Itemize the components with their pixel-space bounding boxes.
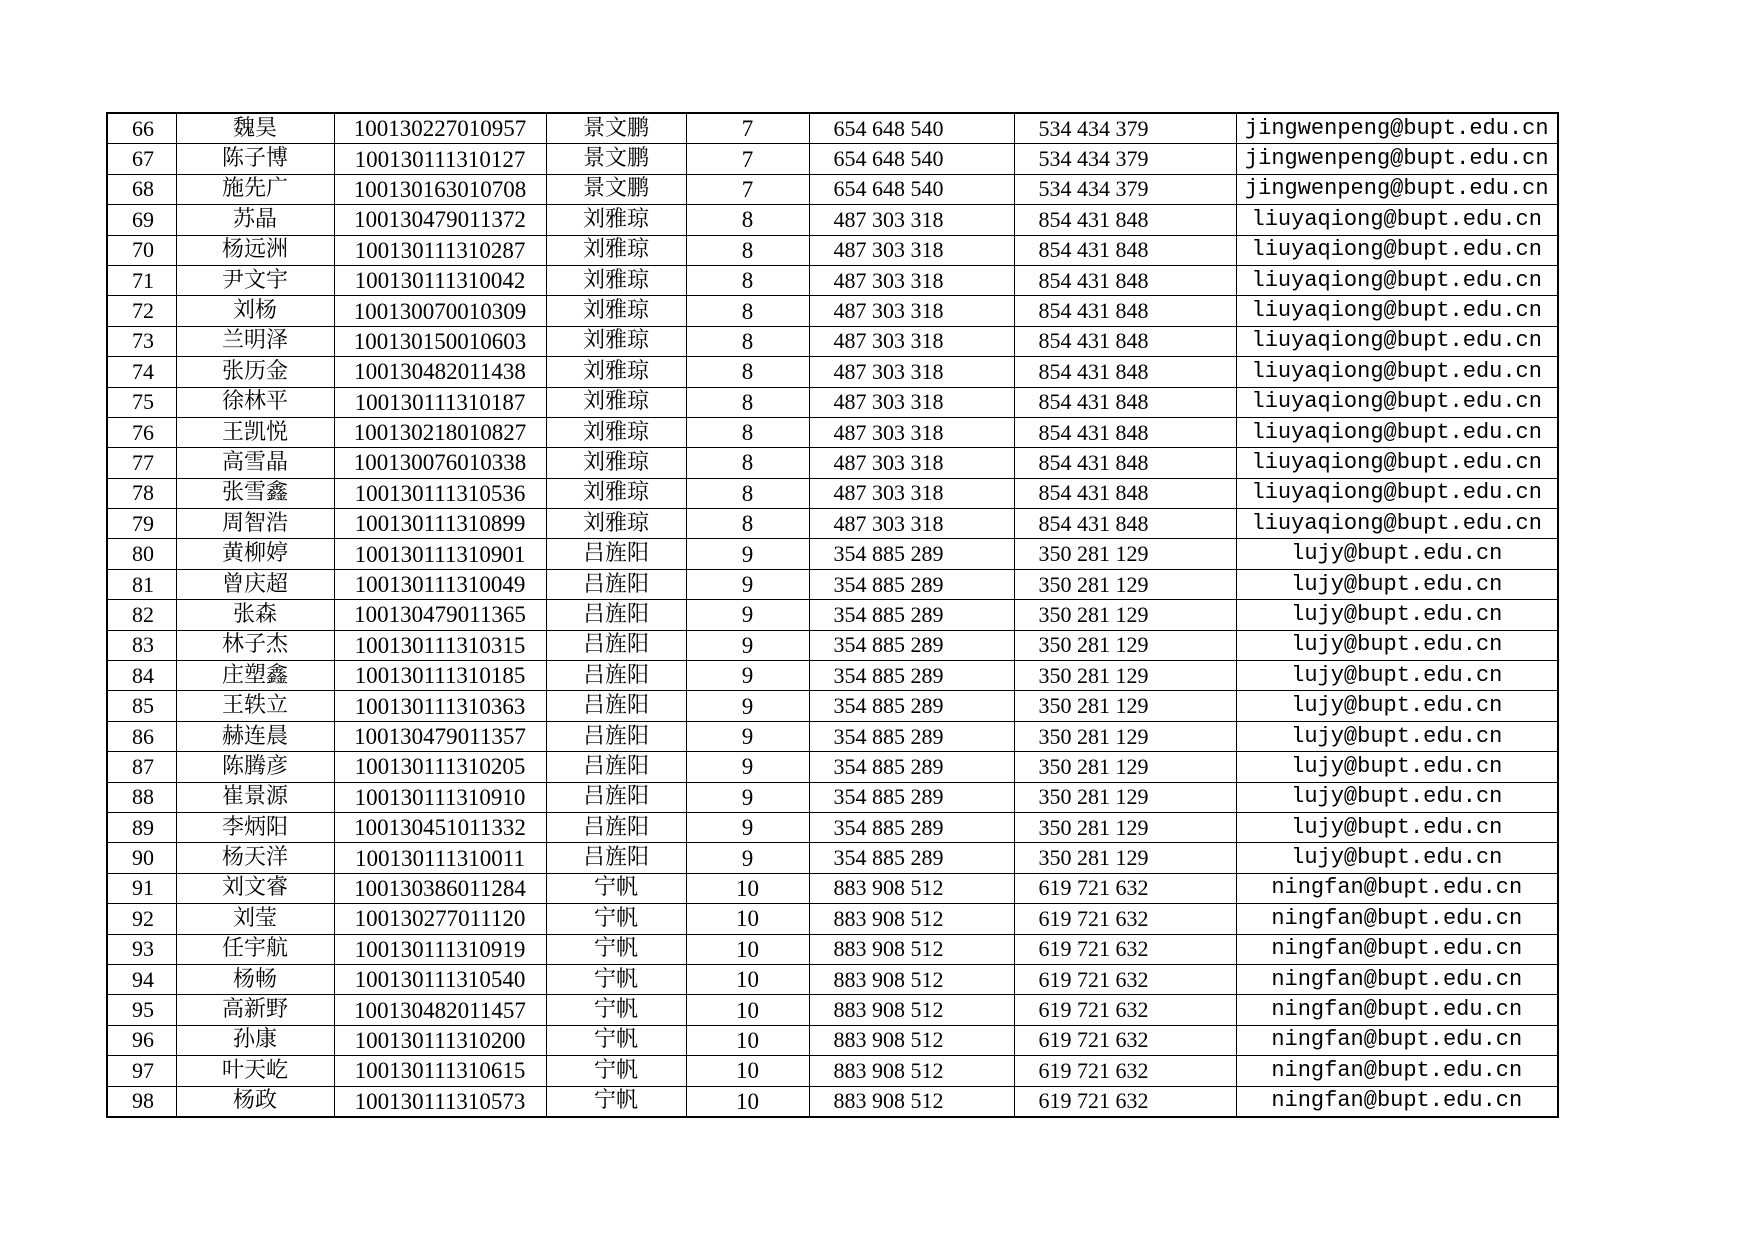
- student-name: 兰明泽: [176, 326, 334, 356]
- student-name: 刘文睿: [176, 873, 334, 903]
- email-address: liuyaqiong@bupt.edu.cn: [1236, 478, 1558, 508]
- phone-number-1: 354 885 289: [809, 782, 1014, 812]
- row-number: 82: [107, 600, 176, 630]
- student-id: 100130150010603: [334, 326, 546, 356]
- row-number: 66: [107, 113, 176, 144]
- phone-number-1: 354 885 289: [809, 843, 1014, 873]
- row-number: 93: [107, 934, 176, 964]
- phone-number-1: 354 885 289: [809, 539, 1014, 569]
- student-table: [106, 112, 1559, 1118]
- row-number: 87: [107, 752, 176, 782]
- row-number: 91: [107, 873, 176, 903]
- group-number: 8: [686, 296, 809, 326]
- student-id: 100130218010827: [334, 417, 546, 447]
- table-row: [107, 721, 1558, 751]
- row-number: 78: [107, 478, 176, 508]
- student-name: 尹文宇: [176, 265, 334, 295]
- row-number: 98: [107, 1086, 176, 1117]
- row-number: 86: [107, 721, 176, 751]
- advisor-name: 刘雅琼: [546, 448, 686, 478]
- phone-number-2: 350 281 129: [1014, 539, 1236, 569]
- group-number: 8: [686, 448, 809, 478]
- phone-number-1: 487 303 318: [809, 235, 1014, 265]
- group-number: 9: [686, 721, 809, 751]
- phone-number-2: 350 281 129: [1014, 752, 1236, 782]
- table-row: [107, 235, 1558, 265]
- phone-number-1: 883 908 512: [809, 934, 1014, 964]
- email-address: lujy@bupt.edu.cn: [1236, 721, 1558, 751]
- advisor-name: 吕旌阳: [546, 691, 686, 721]
- row-number: 80: [107, 539, 176, 569]
- phone-number-2: 854 431 848: [1014, 205, 1236, 235]
- advisor-name: 宁帆: [546, 904, 686, 934]
- row-number: 76: [107, 417, 176, 447]
- phone-number-1: 354 885 289: [809, 569, 1014, 599]
- phone-number-2: 854 431 848: [1014, 235, 1236, 265]
- phone-number-2: 350 281 129: [1014, 661, 1236, 691]
- table-row: [107, 1056, 1558, 1086]
- group-number: 9: [686, 661, 809, 691]
- student-id: 100130451011332: [334, 812, 546, 842]
- student-name: 魏昊: [176, 113, 334, 144]
- phone-number-1: 654 648 540: [809, 113, 1014, 144]
- student-name: 陈腾彦: [176, 752, 334, 782]
- student-name: 任宇航: [176, 934, 334, 964]
- student-name: 叶天屹: [176, 1056, 334, 1086]
- student-name: 李炳阳: [176, 812, 334, 842]
- student-id: 100130227010957: [334, 113, 546, 144]
- student-id: 100130111310910: [334, 782, 546, 812]
- advisor-name: 吕旌阳: [546, 630, 686, 660]
- advisor-name: 吕旌阳: [546, 539, 686, 569]
- student-id: 100130111310187: [334, 387, 546, 417]
- row-number: 72: [107, 296, 176, 326]
- phone-number-2: 619 721 632: [1014, 1025, 1236, 1055]
- email-address: lujy@bupt.edu.cn: [1236, 539, 1558, 569]
- phone-number-2: 350 281 129: [1014, 782, 1236, 812]
- phone-number-1: 354 885 289: [809, 630, 1014, 660]
- student-name: 杨天洋: [176, 843, 334, 873]
- row-number: 81: [107, 569, 176, 599]
- phone-number-2: 854 431 848: [1014, 509, 1236, 539]
- email-address: liuyaqiong@bupt.edu.cn: [1236, 296, 1558, 326]
- advisor-name: 吕旌阳: [546, 782, 686, 812]
- table-row: [107, 357, 1558, 387]
- student-id: 100130111310042: [334, 265, 546, 295]
- group-number: 10: [686, 964, 809, 994]
- advisor-name: 吕旌阳: [546, 843, 686, 873]
- student-id: 100130070010309: [334, 296, 546, 326]
- phone-number-1: 883 908 512: [809, 1086, 1014, 1117]
- phone-number-1: 883 908 512: [809, 873, 1014, 903]
- table-row: [107, 873, 1558, 903]
- advisor-name: 宁帆: [546, 964, 686, 994]
- student-name: 崔景源: [176, 782, 334, 812]
- phone-number-2: 534 434 379: [1014, 113, 1236, 144]
- student-id: 100130479011357: [334, 721, 546, 751]
- table-row: [107, 934, 1558, 964]
- email-address: ningfan@bupt.edu.cn: [1236, 1056, 1558, 1086]
- group-number: 8: [686, 417, 809, 447]
- table-row: [107, 782, 1558, 812]
- email-address: ningfan@bupt.edu.cn: [1236, 964, 1558, 994]
- row-number: 74: [107, 357, 176, 387]
- group-number: 9: [686, 539, 809, 569]
- group-number: 10: [686, 1025, 809, 1055]
- row-number: 69: [107, 205, 176, 235]
- table-row: [107, 326, 1558, 356]
- group-number: 8: [686, 235, 809, 265]
- group-number: 8: [686, 387, 809, 417]
- row-number: 73: [107, 326, 176, 356]
- email-address: liuyaqiong@bupt.edu.cn: [1236, 417, 1558, 447]
- advisor-name: 景文鹏: [546, 113, 686, 144]
- email-address: lujy@bupt.edu.cn: [1236, 691, 1558, 721]
- phone-number-1: 354 885 289: [809, 600, 1014, 630]
- phone-number-2: 350 281 129: [1014, 721, 1236, 751]
- phone-number-2: 854 431 848: [1014, 448, 1236, 478]
- row-number: 88: [107, 782, 176, 812]
- phone-number-1: 487 303 318: [809, 357, 1014, 387]
- phone-number-2: 350 281 129: [1014, 569, 1236, 599]
- phone-number-1: 883 908 512: [809, 904, 1014, 934]
- advisor-name: 吕旌阳: [546, 661, 686, 691]
- phone-number-1: 487 303 318: [809, 478, 1014, 508]
- email-address: liuyaqiong@bupt.edu.cn: [1236, 326, 1558, 356]
- table-row: [107, 205, 1558, 235]
- table-row: [107, 265, 1558, 295]
- advisor-name: 刘雅琼: [546, 205, 686, 235]
- student-name: 张雪鑫: [176, 478, 334, 508]
- email-address: ningfan@bupt.edu.cn: [1236, 904, 1558, 934]
- phone-number-1: 487 303 318: [809, 265, 1014, 295]
- group-number: 10: [686, 995, 809, 1025]
- phone-number-2: 619 721 632: [1014, 995, 1236, 1025]
- advisor-name: 刘雅琼: [546, 417, 686, 447]
- phone-number-2: 854 431 848: [1014, 296, 1236, 326]
- email-address: ningfan@bupt.edu.cn: [1236, 995, 1558, 1025]
- phone-number-2: 534 434 379: [1014, 174, 1236, 204]
- phone-number-1: 354 885 289: [809, 661, 1014, 691]
- phone-number-2: 619 721 632: [1014, 934, 1236, 964]
- row-number: 85: [107, 691, 176, 721]
- student-id: 100130111310200: [334, 1025, 546, 1055]
- student-id: 100130482011457: [334, 995, 546, 1025]
- phone-number-2: 350 281 129: [1014, 630, 1236, 660]
- student-name: 王凯悦: [176, 417, 334, 447]
- student-name: 赫连晨: [176, 721, 334, 751]
- advisor-name: 刘雅琼: [546, 387, 686, 417]
- phone-number-2: 854 431 848: [1014, 357, 1236, 387]
- advisor-name: 吕旌阳: [546, 721, 686, 751]
- group-number: 7: [686, 113, 809, 144]
- student-name: 徐林平: [176, 387, 334, 417]
- advisor-name: 宁帆: [546, 1025, 686, 1055]
- advisor-name: 宁帆: [546, 934, 686, 964]
- row-number: 68: [107, 174, 176, 204]
- advisor-name: 宁帆: [546, 1086, 686, 1117]
- group-number: 9: [686, 691, 809, 721]
- phone-number-2: 619 721 632: [1014, 1086, 1236, 1117]
- phone-number-2: 619 721 632: [1014, 873, 1236, 903]
- table-row: [107, 509, 1558, 539]
- phone-number-2: 350 281 129: [1014, 812, 1236, 842]
- group-number: 10: [686, 934, 809, 964]
- phone-number-1: 487 303 318: [809, 387, 1014, 417]
- student-id: 100130277011120: [334, 904, 546, 934]
- email-address: ningfan@bupt.edu.cn: [1236, 1025, 1558, 1055]
- student-name: 张森: [176, 600, 334, 630]
- student-id: 100130163010708: [334, 174, 546, 204]
- row-number: 95: [107, 995, 176, 1025]
- email-address: ningfan@bupt.edu.cn: [1236, 1086, 1558, 1117]
- group-number: 9: [686, 843, 809, 873]
- table-row: [107, 296, 1558, 326]
- group-number: 9: [686, 600, 809, 630]
- phone-number-2: 350 281 129: [1014, 843, 1236, 873]
- row-number: 75: [107, 387, 176, 417]
- group-number: 9: [686, 630, 809, 660]
- table-row: [107, 752, 1558, 782]
- phone-number-2: 619 721 632: [1014, 964, 1236, 994]
- phone-number-1: 487 303 318: [809, 205, 1014, 235]
- group-number: 8: [686, 357, 809, 387]
- group-number: 8: [686, 326, 809, 356]
- table-row: [107, 417, 1558, 447]
- advisor-name: 刘雅琼: [546, 326, 686, 356]
- table-row: [107, 964, 1558, 994]
- student-name: 杨畅: [176, 964, 334, 994]
- email-address: liuyaqiong@bupt.edu.cn: [1236, 205, 1558, 235]
- phone-number-1: 883 908 512: [809, 995, 1014, 1025]
- phone-number-2: 350 281 129: [1014, 600, 1236, 630]
- table-row: [107, 1086, 1558, 1117]
- student-name: 黄柳婷: [176, 539, 334, 569]
- group-number: 8: [686, 205, 809, 235]
- student-id: 100130111310049: [334, 569, 546, 599]
- phone-number-1: 654 648 540: [809, 174, 1014, 204]
- student-id: 100130076010338: [334, 448, 546, 478]
- table-row: [107, 569, 1558, 599]
- advisor-name: 刘雅琼: [546, 357, 686, 387]
- email-address: lujy@bupt.edu.cn: [1236, 843, 1558, 873]
- student-id: 100130111310573: [334, 1086, 546, 1117]
- table-row: [107, 843, 1558, 873]
- student-name: 刘杨: [176, 296, 334, 326]
- student-name: 庄塑鑫: [176, 661, 334, 691]
- group-number: 9: [686, 752, 809, 782]
- row-number: 92: [107, 904, 176, 934]
- student-id: 100130111310919: [334, 934, 546, 964]
- row-number: 90: [107, 843, 176, 873]
- student-id: 100130111310315: [334, 630, 546, 660]
- row-number: 94: [107, 964, 176, 994]
- group-number: 10: [686, 873, 809, 903]
- student-id: 100130111310011: [334, 843, 546, 873]
- student-id: 100130479011365: [334, 600, 546, 630]
- phone-number-1: 354 885 289: [809, 721, 1014, 751]
- advisor-name: 宁帆: [546, 995, 686, 1025]
- group-number: 10: [686, 904, 809, 934]
- phone-number-1: 487 303 318: [809, 448, 1014, 478]
- phone-number-1: 354 885 289: [809, 812, 1014, 842]
- table-row: [107, 661, 1558, 691]
- email-address: liuyaqiong@bupt.edu.cn: [1236, 235, 1558, 265]
- group-number: 7: [686, 174, 809, 204]
- student-name: 王轶立: [176, 691, 334, 721]
- email-address: jingwenpeng@bupt.edu.cn: [1236, 113, 1558, 144]
- row-number: 70: [107, 235, 176, 265]
- student-name: 施先广: [176, 174, 334, 204]
- advisor-name: 刘雅琼: [546, 235, 686, 265]
- advisor-name: 景文鹏: [546, 174, 686, 204]
- phone-number-2: 854 431 848: [1014, 417, 1236, 447]
- phone-number-2: 534 434 379: [1014, 144, 1236, 174]
- student-id: 100130111310127: [334, 144, 546, 174]
- group-number: 8: [686, 509, 809, 539]
- row-number: 97: [107, 1056, 176, 1086]
- table-row: [107, 904, 1558, 934]
- row-number: 77: [107, 448, 176, 478]
- email-address: liuyaqiong@bupt.edu.cn: [1236, 509, 1558, 539]
- phone-number-1: 654 648 540: [809, 144, 1014, 174]
- student-id: 100130111310205: [334, 752, 546, 782]
- advisor-name: 景文鹏: [546, 144, 686, 174]
- phone-number-1: 354 885 289: [809, 752, 1014, 782]
- phone-number-1: 487 303 318: [809, 417, 1014, 447]
- group-number: 8: [686, 478, 809, 508]
- row-number: 79: [107, 509, 176, 539]
- table-row: [107, 478, 1558, 508]
- student-name: 曾庆超: [176, 569, 334, 599]
- email-address: lujy@bupt.edu.cn: [1236, 569, 1558, 599]
- student-id: 100130111310185: [334, 661, 546, 691]
- phone-number-2: 854 431 848: [1014, 265, 1236, 295]
- student-name: 高新野: [176, 995, 334, 1025]
- student-id: 100130111310536: [334, 478, 546, 508]
- student-name: 杨政: [176, 1086, 334, 1117]
- advisor-name: 吕旌阳: [546, 812, 686, 842]
- table-row: [107, 600, 1558, 630]
- phone-number-1: 487 303 318: [809, 509, 1014, 539]
- email-address: lujy@bupt.edu.cn: [1236, 661, 1558, 691]
- advisor-name: 宁帆: [546, 1056, 686, 1086]
- student-id: 100130482011438: [334, 357, 546, 387]
- email-address: lujy@bupt.edu.cn: [1236, 812, 1558, 842]
- table-body: [107, 113, 1558, 1117]
- table-row: [107, 812, 1558, 842]
- student-id: 100130111310899: [334, 509, 546, 539]
- phone-number-1: 487 303 318: [809, 326, 1014, 356]
- student-name: 杨远洲: [176, 235, 334, 265]
- row-number: 83: [107, 630, 176, 660]
- row-number: 89: [107, 812, 176, 842]
- advisor-name: 刘雅琼: [546, 478, 686, 508]
- advisor-name: 吕旌阳: [546, 569, 686, 599]
- table-row: [107, 691, 1558, 721]
- student-name: 刘莹: [176, 904, 334, 934]
- phone-number-2: 854 431 848: [1014, 387, 1236, 417]
- email-address: liuyaqiong@bupt.edu.cn: [1236, 265, 1558, 295]
- student-name: 高雪晶: [176, 448, 334, 478]
- email-address: jingwenpeng@bupt.edu.cn: [1236, 174, 1558, 204]
- student-id: 100130111310363: [334, 691, 546, 721]
- group-number: 9: [686, 782, 809, 812]
- student-id: 100130111310540: [334, 964, 546, 994]
- phone-number-1: 883 908 512: [809, 1025, 1014, 1055]
- phone-number-2: 619 721 632: [1014, 904, 1236, 934]
- table-row: [107, 539, 1558, 569]
- phone-number-1: 354 885 289: [809, 691, 1014, 721]
- group-number: 8: [686, 265, 809, 295]
- advisor-name: 刘雅琼: [546, 265, 686, 295]
- group-number: 9: [686, 569, 809, 599]
- row-number: 96: [107, 1025, 176, 1055]
- advisor-name: 刘雅琼: [546, 509, 686, 539]
- table-row: [107, 387, 1558, 417]
- email-address: lujy@bupt.edu.cn: [1236, 752, 1558, 782]
- advisor-name: 刘雅琼: [546, 296, 686, 326]
- table-row: [107, 995, 1558, 1025]
- phone-number-1: 883 908 512: [809, 1056, 1014, 1086]
- group-number: 7: [686, 144, 809, 174]
- table-row: [107, 174, 1558, 204]
- email-address: lujy@bupt.edu.cn: [1236, 600, 1558, 630]
- student-id: 100130479011372: [334, 205, 546, 235]
- email-address: jingwenpeng@bupt.edu.cn: [1236, 144, 1558, 174]
- phone-number-2: 350 281 129: [1014, 691, 1236, 721]
- row-number: 71: [107, 265, 176, 295]
- row-number: 84: [107, 661, 176, 691]
- email-address: lujy@bupt.edu.cn: [1236, 630, 1558, 660]
- table-row: [107, 113, 1558, 144]
- student-name: 周智浩: [176, 509, 334, 539]
- group-number: 9: [686, 812, 809, 842]
- student-name: 陈子博: [176, 144, 334, 174]
- group-number: 10: [686, 1056, 809, 1086]
- phone-number-2: 619 721 632: [1014, 1056, 1236, 1086]
- email-address: liuyaqiong@bupt.edu.cn: [1236, 357, 1558, 387]
- student-name: 苏晶: [176, 205, 334, 235]
- student-name: 林子杰: [176, 630, 334, 660]
- student-name: 张历金: [176, 357, 334, 387]
- group-number: 10: [686, 1086, 809, 1117]
- email-address: lujy@bupt.edu.cn: [1236, 782, 1558, 812]
- table-row: [107, 144, 1558, 174]
- student-id: 100130111310287: [334, 235, 546, 265]
- advisor-name: 吕旌阳: [546, 752, 686, 782]
- advisor-name: 宁帆: [546, 873, 686, 903]
- row-number: 67: [107, 144, 176, 174]
- email-address: ningfan@bupt.edu.cn: [1236, 934, 1558, 964]
- email-address: liuyaqiong@bupt.edu.cn: [1236, 387, 1558, 417]
- email-address: ningfan@bupt.edu.cn: [1236, 873, 1558, 903]
- phone-number-1: 487 303 318: [809, 296, 1014, 326]
- table-row: [107, 1025, 1558, 1055]
- advisor-name: 吕旌阳: [546, 600, 686, 630]
- email-address: liuyaqiong@bupt.edu.cn: [1236, 448, 1558, 478]
- table-row: [107, 448, 1558, 478]
- phone-number-1: 883 908 512: [809, 964, 1014, 994]
- student-name: 孙康: [176, 1025, 334, 1055]
- student-id: 100130111310901: [334, 539, 546, 569]
- phone-number-2: 854 431 848: [1014, 478, 1236, 508]
- student-id: 100130111310615: [334, 1056, 546, 1086]
- table-row: [107, 630, 1558, 660]
- student-id: 100130386011284: [334, 873, 546, 903]
- phone-number-2: 854 431 848: [1014, 326, 1236, 356]
